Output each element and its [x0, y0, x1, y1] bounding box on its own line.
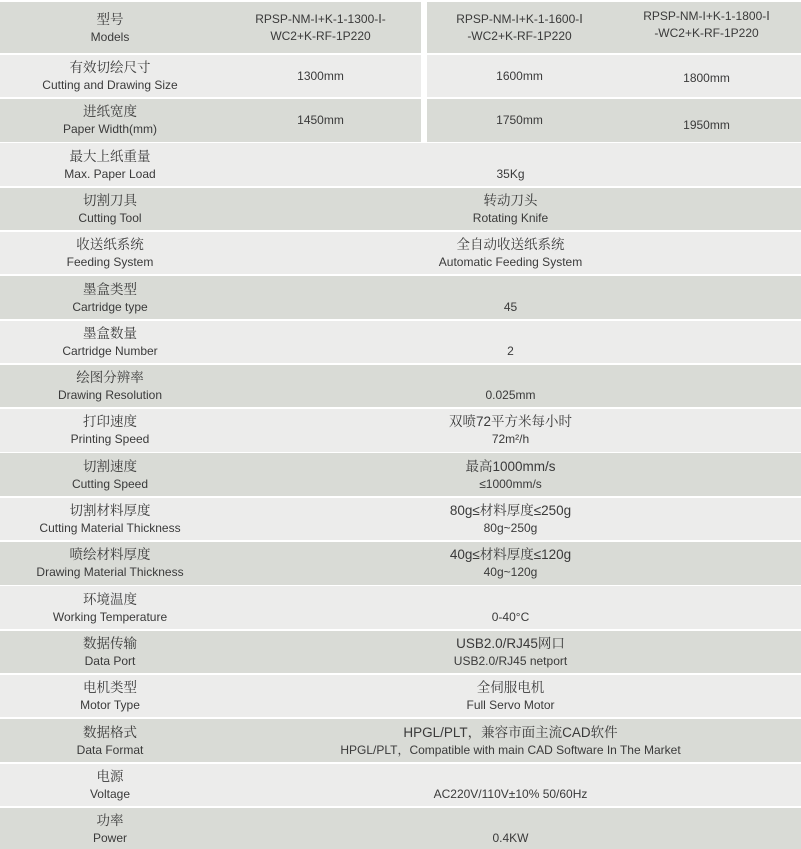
model3-name-line1: RPSP-NM-I+K-1-1800-Ⅰ [643, 8, 770, 23]
row-label [0, 99, 220, 142]
model1-name-line1: RPSP-NM-I+K-1-1300-Ⅰ- [255, 11, 386, 26]
model1-name-cell [220, 2, 421, 53]
value-line1: 转动刀头 [483, 192, 538, 208]
spec-row-cutting-material-thickness [0, 498, 801, 541]
model1-value [220, 99, 421, 142]
row-value [220, 276, 801, 319]
row-label [0, 409, 220, 452]
value-text: 1450mm [297, 112, 344, 127]
spec-row-drawing-resolution [0, 365, 801, 408]
row-label-en: Data Format [76, 742, 144, 757]
row-value [220, 808, 801, 849]
value-line1: HPGL/PLT，兼容市面主流CAD软件 [403, 724, 618, 740]
row-label-en: Max. Paper Load [64, 166, 156, 181]
row-label [0, 586, 220, 629]
row-value [220, 321, 801, 364]
model2-name-line2: -WC2+K-RF-1P220 [467, 28, 572, 43]
value-line2: AC220V/110V±10% 50/60Hz [433, 786, 588, 801]
row-value [220, 631, 801, 674]
value-line2: 40g~120g [483, 565, 538, 580]
value-line1: 最高1000mm/s [465, 458, 556, 474]
row-label-zh: 喷绘材料厚度 [69, 547, 151, 563]
value-line1: USB2.0/RJ45网口 [456, 635, 565, 651]
value-line2: Automatic Feeding System [438, 255, 583, 270]
spec-row-data-format [0, 719, 801, 762]
spec-row-power [0, 808, 801, 849]
spec-row-data-port [0, 631, 801, 674]
row-label-zh: 电机类型 [83, 680, 137, 696]
row-value [220, 143, 801, 186]
row-label-en: Drawing Material Thickness [36, 565, 184, 580]
spec-row-cutting-tool [0, 188, 801, 231]
value-line2: ≤1000mm/s [479, 476, 542, 491]
model3-name-line2: -WC2+K-RF-1P220 [654, 25, 759, 40]
spec-header-row [0, 2, 801, 53]
value-line2: 72m²/h [491, 432, 530, 447]
row-label-en: Voltage [89, 786, 131, 801]
row-label-en: Motor Type [80, 698, 140, 713]
model2-value [427, 55, 612, 98]
row-label [0, 631, 220, 674]
spec-row-cartridge-type [0, 276, 801, 319]
row-label-en: Cutting Tool [78, 210, 142, 225]
row-label-zh: 切割刀具 [83, 192, 137, 208]
row-label-zh: 墨盒类型 [83, 281, 137, 297]
row-label [0, 498, 220, 541]
row-label-en: Cutting Material Thickness [39, 521, 181, 536]
spec-row-voltage [0, 764, 801, 807]
spec-row-cutting-speed [0, 453, 801, 496]
value-line2: 35Kg [496, 166, 525, 181]
row-label [0, 453, 220, 496]
model2-name-cell [427, 2, 612, 53]
row-value [220, 453, 801, 496]
model1-name-line2: WC2+K-RF-1P220 [270, 28, 371, 43]
row-value [220, 232, 801, 275]
spec-row-printing-speed [0, 409, 801, 452]
row-value [220, 498, 801, 541]
row-label-en: Data Port [84, 653, 136, 668]
value-text: 1600mm [496, 68, 543, 83]
spec-row-paper-width [0, 99, 801, 142]
spec-row-max-paper-load [0, 143, 801, 186]
value-line1: 全伺服电机 [476, 680, 545, 696]
value-line2: HPGL/PLT，Compatible with main CAD Software In The Market [340, 742, 681, 757]
value-line2: 2 [507, 343, 514, 358]
row-label [0, 764, 220, 807]
row-label-models [0, 2, 220, 53]
model1-value [220, 55, 421, 98]
row-label-zh: 最大上纸重量 [69, 148, 151, 164]
row-label-en: Printing Speed [70, 432, 150, 447]
spec-row-cutting-drawing-size [0, 55, 801, 98]
value-line2: 80g~250g [483, 521, 538, 536]
row-label [0, 55, 220, 98]
row-label-zh: 数据格式 [83, 724, 137, 740]
spec-row-drawing-material-thickness [0, 542, 801, 585]
row-label-zh: 墨盒数量 [83, 325, 137, 341]
row-label-zh: 切割速度 [83, 458, 137, 474]
row-label-zh: 切割材料厚度 [69, 503, 151, 519]
row-value [220, 542, 801, 585]
value-line1: 80g≤材料厚度≤250g [449, 503, 572, 519]
value-line1: 双喷72平方米每小时 [448, 414, 573, 430]
value-line2: Full Servo Motor [466, 698, 555, 713]
row-value [220, 409, 801, 452]
value-text: 1300mm [297, 68, 344, 83]
value-line2: Rotating Knife [472, 210, 549, 225]
row-value [220, 675, 801, 718]
spec-row-working-temperature [0, 586, 801, 629]
row-label-zh: 打印速度 [83, 414, 137, 430]
row-label-zh: 型号 [96, 11, 124, 27]
value-line1: 40g≤材料厚度≤120g [449, 547, 572, 563]
value-line2: USB2.0/RJ45 netport [453, 653, 568, 668]
row-label-en: Feeding System [66, 255, 154, 270]
row-label-zh: 有效切绘尺寸 [69, 60, 151, 76]
row-label [0, 808, 220, 849]
row-label-zh: 电源 [96, 768, 124, 784]
row-label-en: Cutting Speed [71, 476, 149, 491]
row-value [220, 586, 801, 629]
value-line2: 0.025mm [485, 388, 536, 403]
model2-name-line1: RPSP-NM-I+K-1-1600-Ⅰ [456, 11, 583, 26]
model3-value [612, 57, 801, 100]
value-text: 1950mm [683, 117, 730, 132]
row-label [0, 276, 220, 319]
row-label-zh: 进纸宽度 [83, 104, 137, 120]
row-label-en: Working Temperature [52, 609, 168, 624]
row-label-zh: 环境温度 [83, 591, 137, 607]
value-line2: 0.4KW [492, 831, 529, 846]
row-label [0, 232, 220, 275]
row-label-zh: 收送纸系统 [76, 237, 144, 253]
row-label-en: Paper Width(mm) [62, 122, 157, 137]
row-label-en: Cartridge type [72, 299, 148, 314]
value-text: 1800mm [683, 70, 730, 85]
model3-name-cell [612, 0, 801, 50]
model2-value [427, 99, 612, 142]
row-label-en: Power [92, 831, 127, 846]
row-value [220, 365, 801, 408]
row-label [0, 365, 220, 408]
row-label-zh: 数据传输 [83, 635, 137, 651]
row-label [0, 143, 220, 186]
spec-row-cartridge-number [0, 321, 801, 364]
row-label-en: Drawing Resolution [57, 388, 163, 403]
row-label-zh: 绘图分辨率 [76, 370, 144, 386]
row-label [0, 542, 220, 585]
value-line2: 45 [503, 299, 518, 314]
row-label-en: Models [90, 29, 130, 44]
row-label-en: Cartridge Number [62, 343, 158, 358]
row-value [220, 764, 801, 807]
row-label-zh: 功率 [96, 813, 124, 829]
value-line2: 0-40°C [491, 609, 530, 624]
row-label-en: Cutting and Drawing Size [42, 78, 178, 93]
row-value [220, 188, 801, 231]
row-label [0, 719, 220, 762]
row-label [0, 188, 220, 231]
row-value [220, 719, 801, 762]
row-label [0, 321, 220, 364]
model3-value [612, 104, 801, 147]
spec-row-feeding-system [0, 232, 801, 275]
value-text: 1750mm [496, 112, 543, 127]
row-label [0, 675, 220, 718]
spec-row-motor-type [0, 675, 801, 718]
value-line1: 全自动收送纸系统 [456, 237, 565, 253]
